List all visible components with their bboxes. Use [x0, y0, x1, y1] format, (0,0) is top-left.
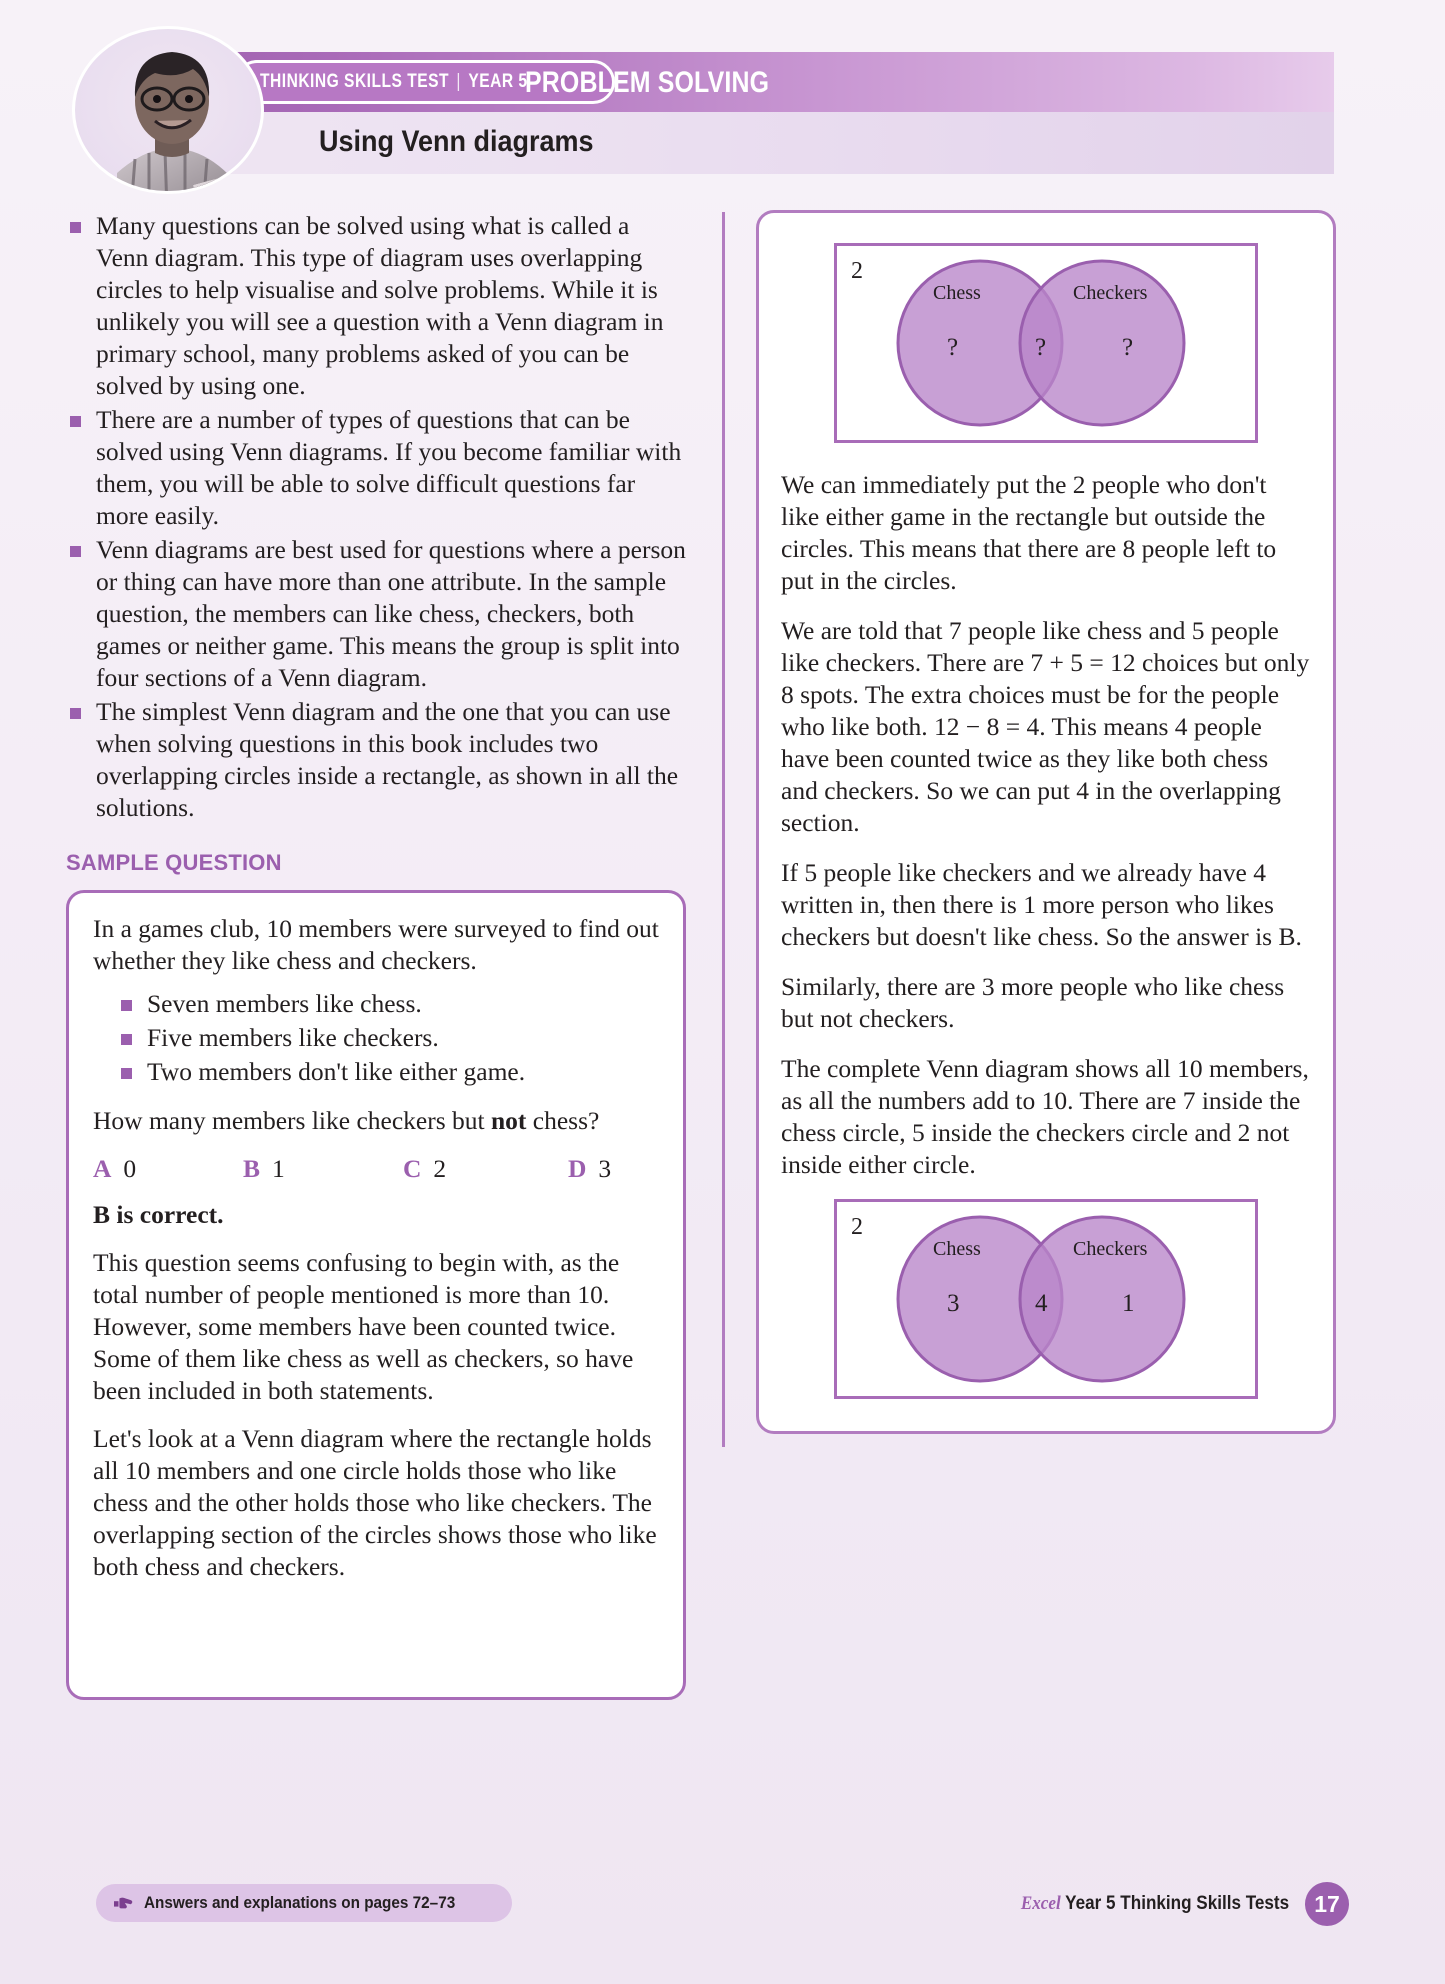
student-photo-illustration	[97, 35, 247, 194]
left-column	[66, 210, 686, 1700]
answers-note-pill[interactable]	[96, 1884, 512, 1922]
option-b[interactable]	[243, 1153, 403, 1185]
page-title: Using Venn diagrams	[319, 125, 594, 158]
right-column	[756, 210, 1336, 1434]
brand-series: Year 5 Thinking Skills Tests	[1065, 1893, 1289, 1914]
prompt-text-before: How many members like checkers but	[93, 1106, 491, 1135]
sample-question-heading: SAMPLE QUESTION	[66, 850, 282, 875]
bullet-item: The simplest Venn diagram and the one that you can use when solving questions in this book includes two overlapping circles inside a rectangle, as shown in all the solutions.	[66, 696, 686, 824]
prompt-emphasis: not	[490, 1106, 527, 1135]
venn-value-chess-only: ?	[947, 334, 959, 361]
answer-options	[93, 1153, 659, 1185]
venn-value-checkers-only: 1	[1122, 1290, 1135, 1317]
section-title: PROBLEM SOLVING	[525, 66, 770, 99]
solution-panel	[756, 210, 1336, 1434]
intro-bullet-list	[66, 210, 686, 824]
page-header	[112, 22, 1334, 174]
venn-label-checkers: Checkers	[1073, 282, 1148, 304]
option-value: 1	[272, 1154, 285, 1183]
option-d[interactable]	[568, 1153, 611, 1185]
venn-value-checkers-only: ?	[1122, 334, 1134, 361]
list-item: Seven members like chess.	[117, 987, 659, 1021]
solution-paragraph: We can immediately put the 2 people who don't like either game in the rectangle but outside the circles. This means that there are 8 people left to put in the circles.	[781, 470, 1277, 595]
venn-outside-value: 2	[851, 258, 863, 284]
option-letter: D	[568, 1154, 587, 1183]
badge-label: THINKING SKILLS TEST | YEAR 5	[260, 71, 528, 92]
brand-label	[1021, 1893, 1289, 1915]
option-value: 0	[123, 1154, 137, 1183]
venn-diagram-solved	[834, 1199, 1258, 1399]
explanation-paragraph: This question seems confusing to begin with, as the total number of people mentioned is more than 10. However, some members have been counted twice. Some of them like chess as well as checkers, so have been included in both statements.	[93, 1248, 634, 1405]
venn-label-chess: Chess	[933, 1238, 981, 1260]
question-prompt	[93, 1105, 659, 1137]
header-subtitle-band	[112, 112, 1334, 174]
solution-paragraph: Similarly, there are 3 more people who like chess but not checkers.	[781, 972, 1285, 1033]
venn-label-chess: Chess	[933, 282, 981, 304]
venn-outside-value: 2	[851, 1214, 863, 1240]
venn-value-both: 4	[1035, 1290, 1048, 1317]
correct-answer-label: B is correct.	[93, 1200, 224, 1229]
solution-paragraph: The complete Venn diagram shows all 10 members, as all the numbers add to 10. There are 7 inside the chess circle, 5 inside the checkers circle and 2 not inside either circle.	[781, 1054, 1309, 1179]
bullet-item: Venn diagrams are best used for questions where a person or thing can have more than one attribute. In the sample question, the members can like chess, checkers, both games or neither game. This means the group is split into four sections of a Venn diagram.	[66, 534, 686, 694]
pointing-hand-icon	[112, 1894, 134, 1912]
option-a[interactable]	[93, 1153, 243, 1185]
option-value: 2	[433, 1154, 447, 1183]
brand-excel: Excel	[1020, 1893, 1061, 1914]
list-item: Two members don't like either game.	[117, 1055, 659, 1089]
sample-question-box	[66, 890, 686, 1700]
explanation-paragraph: Let's look at a Venn diagram where the rectangle holds all 10 members and one circle holds those who like chess and the other holds those who like checkers. The overlapping section of the circles shows those who like both chess and checkers.	[93, 1424, 657, 1581]
option-value: 3	[598, 1154, 612, 1183]
bullet-item: Many questions can be solved using what is called a Venn diagram. This type of diagram uses overlapping circles to help visualise and solve problems. While it is unlikely you will see a question with a Venn diagram in primary school, many problems asked of you can be solved by using one.	[66, 210, 686, 402]
question-fact-list	[93, 987, 659, 1089]
option-letter: B	[243, 1154, 261, 1183]
column-divider	[722, 212, 725, 1447]
prompt-text-after: chess?	[526, 1106, 600, 1135]
venn-label-checkers: Checkers	[1073, 1238, 1148, 1260]
option-c[interactable]	[403, 1153, 568, 1185]
venn-value-chess-only: 3	[947, 1290, 960, 1317]
list-item: Five members like checkers.	[117, 1021, 659, 1055]
venn-value-both: ?	[1035, 334, 1047, 361]
answers-note-text: Answers and explanations on pages 72–73	[144, 1893, 456, 1912]
bullet-item: There are a number of types of questions that can be solved using Venn diagrams. If you become familiar with them, you will be able to solve difficult questions far more easily.	[66, 404, 686, 532]
page-number-badge: 17	[1305, 1882, 1349, 1926]
venn-diagram-blank	[834, 243, 1258, 443]
student-photo	[72, 26, 264, 194]
question-intro: In a games club, 10 members were surveyed to find out whether they like chess and checkers.	[93, 914, 659, 975]
solution-paragraph: If 5 people like checkers and we already have 4 written in, then there is 1 more person who likes checkers but doesn't like chess. So the answer is B.	[781, 858, 1302, 951]
option-letter: A	[93, 1154, 112, 1183]
solution-paragraph: We are told that 7 people like chess and 5 people like checkers. There are 7 + 5 = 12 choices but only 8 spots. The extra choices must be for the people who like both. 12 − 8 = 4. This means 4 people have been counted twice as they like both chess and checkers. So we can put 4 in the overlapping section.	[781, 616, 1310, 837]
option-letter: C	[403, 1154, 422, 1183]
page-footer	[0, 1880, 1445, 1950]
badge-separator: |	[456, 71, 461, 92]
footer-brand-area	[991, 1882, 1349, 1926]
